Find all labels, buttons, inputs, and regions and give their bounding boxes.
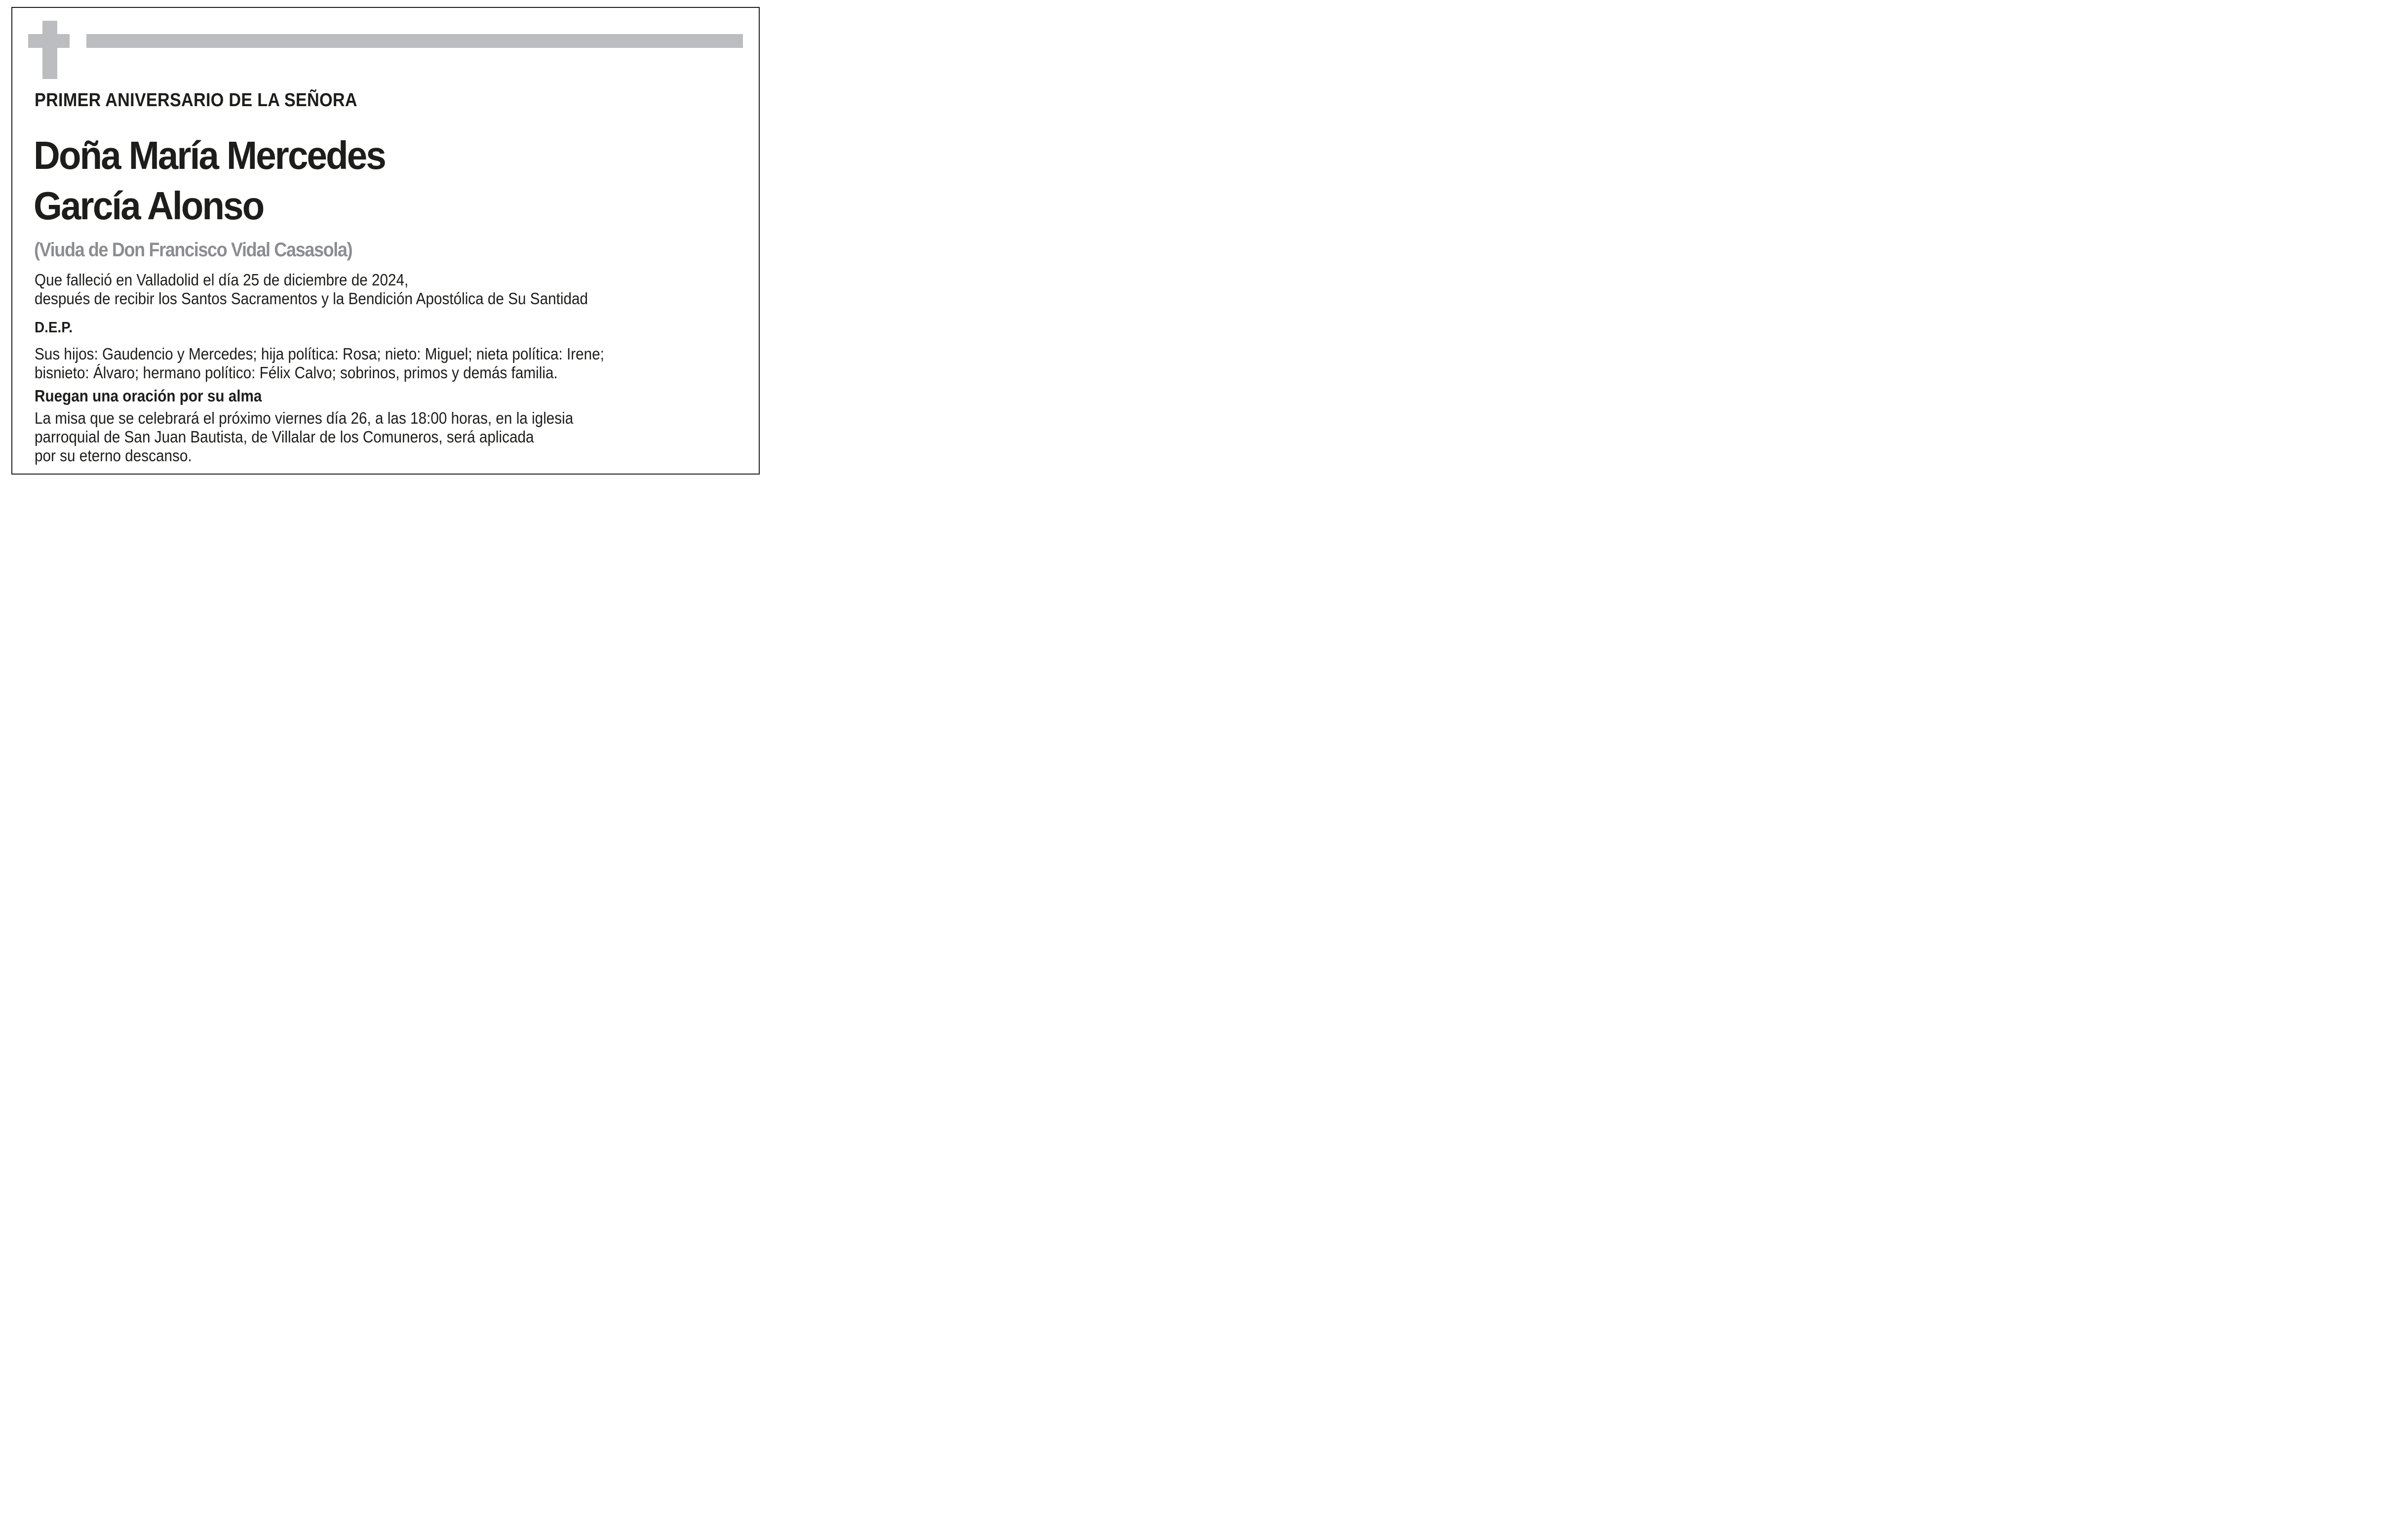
mass-details-line: por su eterno descanso. bbox=[35, 446, 192, 465]
death-details-line: Que falleció en Valladolid el día 25 de diciembre de 2024, bbox=[35, 271, 409, 289]
mass-details-line: La misa que se celebrará el próximo viernes día 26, a las 18:00 horas, en la iglesia bbox=[35, 409, 574, 427]
death-details bbox=[35, 271, 588, 308]
family-list bbox=[35, 345, 604, 382]
rip-label: D.E.P. bbox=[35, 319, 73, 336]
deceased-name-line2: García Alonso bbox=[34, 184, 264, 228]
widow-of-line: (Viuda de Don Francisco Vidal Casasola) bbox=[34, 239, 352, 261]
top-rule-divider bbox=[86, 34, 743, 48]
cross-icon-bar bbox=[28, 34, 70, 48]
family-list-line: Sus hijos: Gaudencio y Mercedes; hija política: Rosa; nieto: Miguel; nieta política: Irene; bbox=[35, 345, 604, 363]
death-details-line: después de recibir los Santos Sacramentos y la Bendición Apostólica de Su Santidad bbox=[35, 289, 588, 308]
mass-details bbox=[35, 409, 573, 465]
prayer-request: Ruegan una oración por su alma bbox=[35, 387, 262, 405]
notice-heading: PRIMER ANIVERSARIO DE LA SEÑORA bbox=[35, 90, 357, 111]
deceased-name-line1: Doña María Mercedes bbox=[34, 133, 385, 177]
mass-details-line: parroquial de San Juan Bautista, de Villalar de los Comuneros, será aplicada bbox=[35, 428, 534, 446]
cross-icon bbox=[42, 21, 57, 79]
family-list-line: bisnieto: Álvaro; hermano político: Félix Calvo; sobrinos, primos y demás familia. bbox=[35, 363, 558, 382]
